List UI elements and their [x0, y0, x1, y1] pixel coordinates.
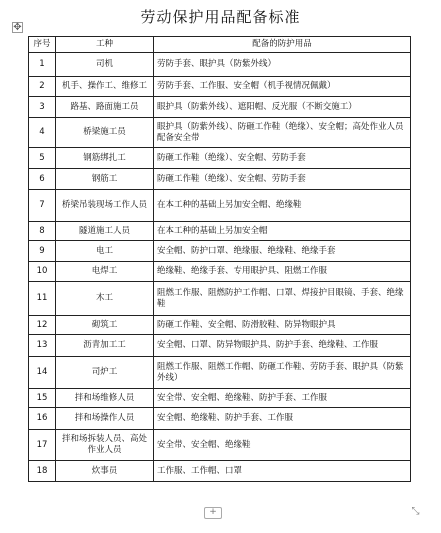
row-job[interactable]: 钢筋工	[56, 169, 154, 190]
row-no[interactable]: 7	[29, 190, 56, 222]
row-ppe[interactable]: 阻燃工作服、阻燃防护工作帽、口罩、焊接护目眼镜、手套、绝缘鞋	[154, 282, 411, 316]
table-row	[29, 335, 411, 357]
table-header-row	[29, 37, 411, 53]
table-row	[29, 357, 411, 389]
row-no[interactable]: 6	[29, 169, 56, 190]
table-row	[29, 262, 411, 282]
table-row	[29, 97, 411, 118]
row-ppe[interactable]: 眼护具（防紫外线）、遮阳帽、反光服（不断交施工）	[154, 97, 411, 118]
table-row	[29, 316, 411, 335]
resize-handle-icon[interactable]: ⤡	[411, 506, 420, 517]
row-no[interactable]: 3	[29, 97, 56, 118]
row-no[interactable]: 4	[29, 118, 56, 148]
table-row	[29, 430, 411, 461]
row-job[interactable]: 司炉工	[56, 357, 154, 389]
row-ppe[interactable]: 劳防手套、眼护具（防紫外线）	[154, 53, 411, 77]
row-job[interactable]: 桥梁吊装现场工作人员	[56, 190, 154, 222]
row-no[interactable]: 8	[29, 222, 56, 241]
row-ppe[interactable]: 劳防手套、工作服、安全帽（机手视情况佩戴）	[154, 77, 411, 97]
row-ppe[interactable]: 在本工种的基础上另加安全帽	[154, 222, 411, 241]
row-no[interactable]: 13	[29, 335, 56, 357]
row-ppe[interactable]: 防砸工作鞋（绝缘）、安全帽、劳防手套	[154, 148, 411, 169]
table-row	[29, 77, 411, 97]
table-row	[29, 53, 411, 77]
row-no[interactable]: 2	[29, 77, 56, 97]
header-no: 序号	[29, 37, 56, 53]
row-no[interactable]: 15	[29, 389, 56, 408]
header-ppe: 配备的防护用品	[154, 37, 411, 53]
table-row	[29, 408, 411, 430]
row-job[interactable]: 电工	[56, 241, 154, 262]
row-job[interactable]: 钢筋绑扎工	[56, 148, 154, 169]
table-row	[29, 222, 411, 241]
row-no[interactable]: 10	[29, 262, 56, 282]
table-row	[29, 190, 411, 222]
row-job[interactable]: 砌筑工	[56, 316, 154, 335]
row-no[interactable]: 16	[29, 408, 56, 430]
row-no[interactable]: 17	[29, 430, 56, 461]
row-no[interactable]: 18	[29, 461, 56, 482]
table-move-handle-icon[interactable]: ✥	[13, 22, 22, 33]
row-job[interactable]: 电焊工	[56, 262, 154, 282]
table-row	[29, 389, 411, 408]
row-no[interactable]: 12	[29, 316, 56, 335]
row-ppe[interactable]: 安全帽、防护口罩、绝缘服、绝缘鞋、绝缘手套	[154, 241, 411, 262]
row-ppe[interactable]: 工作服、工作帽、口罩	[154, 461, 411, 482]
row-job[interactable]: 木工	[56, 282, 154, 316]
row-job[interactable]: 路基、路面施工员	[56, 97, 154, 118]
row-job[interactable]: 隧道施工人员	[56, 222, 154, 241]
row-job[interactable]: 拌和场拆装人员、高处作业人员	[56, 430, 154, 461]
add-row-button[interactable]: +	[204, 507, 222, 519]
row-ppe[interactable]: 安全带、安全帽、绝缘鞋、防护手套、工作服	[154, 389, 411, 408]
row-ppe[interactable]: 绝缘鞋、绝缘手套、专用眼护具、阻燃工作服	[154, 262, 411, 282]
header-job: 工种	[56, 37, 154, 53]
table-row	[29, 461, 411, 482]
table-row	[29, 169, 411, 190]
row-job[interactable]: 拌和场操作人员	[56, 408, 154, 430]
table-row	[29, 148, 411, 169]
table-row	[29, 118, 411, 148]
row-job[interactable]: 桥梁施工员	[56, 118, 154, 148]
table-row	[29, 241, 411, 262]
row-job[interactable]: 沥青加工工	[56, 335, 154, 357]
row-ppe[interactable]: 安全帽、口罩、防异物眼护具、防护手套、绝缘鞋、工作服	[154, 335, 411, 357]
row-no[interactable]: 9	[29, 241, 56, 262]
row-job[interactable]: 炊事员	[56, 461, 154, 482]
row-ppe[interactable]: 在本工种的基础上另加安全帽、绝缘鞋	[154, 190, 411, 222]
row-no[interactable]: 1	[29, 53, 56, 77]
row-ppe[interactable]: 眼护具（防紫外线）、防砸工作鞋（绝缘）、安全帽；高处作业人员配备安全带	[154, 118, 411, 148]
page-title: 劳动保护用品配备标准	[140, 8, 301, 26]
table-row	[29, 282, 411, 316]
row-job[interactable]: 机手、操作工、维修工	[56, 77, 154, 97]
row-no[interactable]: 5	[29, 148, 56, 169]
row-no[interactable]: 14	[29, 357, 56, 389]
row-no[interactable]: 11	[29, 282, 56, 316]
row-ppe[interactable]: 安全带、安全帽、绝缘鞋	[154, 430, 411, 461]
row-job[interactable]: 司机	[56, 53, 154, 77]
ppe-standard-table	[28, 36, 411, 482]
row-ppe[interactable]: 阻燃工作服、阻燃工作帽、防砸工作鞋、劳防手套、眼护具（防紫外线）	[154, 357, 411, 389]
row-ppe[interactable]: 防砸工作鞋、安全帽、防滑胶鞋、防异物眼护具	[154, 316, 411, 335]
row-ppe[interactable]: 防砸工作鞋（绝缘）、安全帽、劳防手套	[154, 169, 411, 190]
row-ppe[interactable]: 安全帽、绝缘鞋、防护手套、工作服	[154, 408, 411, 430]
row-job[interactable]: 拌和场维修人员	[56, 389, 154, 408]
